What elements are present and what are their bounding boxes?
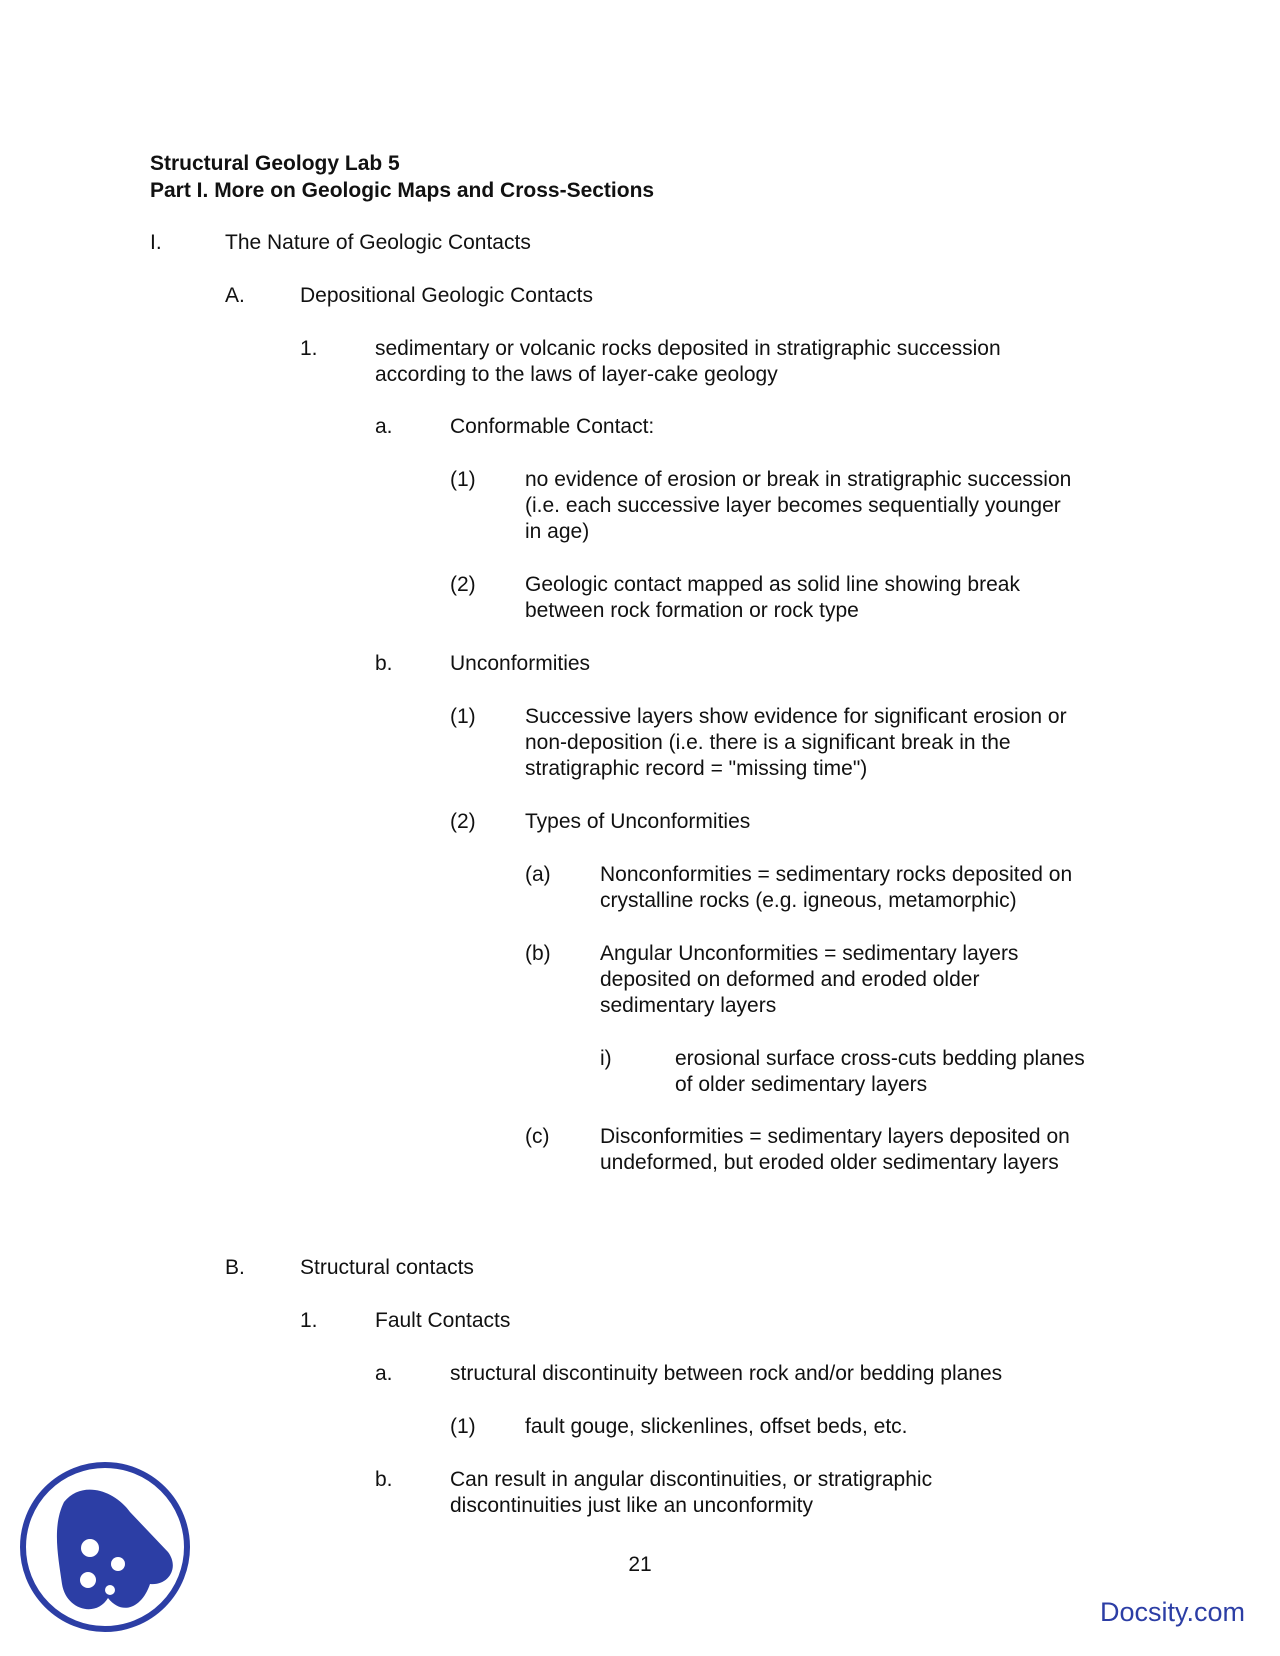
text-line: erosional surface cross-cuts bedding planes (675, 1047, 1085, 1070)
outline-item-A1 (375, 336, 1001, 388)
outline-item-A1b2: Types of Unconformities (525, 810, 751, 833)
outline-item-B1a: structural discontinuity between rock and/or bedding planes (450, 1362, 1003, 1385)
text-line: stratigraphic record = "missing time") (525, 757, 868, 780)
text-line: in age) (525, 520, 590, 543)
outline-item-A1b2bi (675, 1046, 1085, 1098)
text-line: sedimentary layers (600, 994, 777, 1017)
text-line: Successive layers show evidence for significant erosion or (525, 705, 1067, 728)
text-line: Angular Unconformities = sedimentary layers (600, 942, 1019, 965)
outline-item-B1b (450, 1467, 932, 1519)
outline-label-A1b2b: (b) (525, 942, 551, 965)
outline-item-A1a1 (525, 467, 1071, 545)
outline-label-A1a: a. (375, 415, 393, 438)
document-title: Structural Geology Lab 5 (150, 152, 400, 175)
outline-item-A1b2c (600, 1124, 1070, 1176)
outline-label-A1b2a: (a) (525, 863, 551, 886)
outline-item-A1b2a (600, 862, 1072, 914)
text-line: (i.e. each successive layer becomes sequentially younger (525, 494, 1061, 517)
outline-label-B1: 1. (300, 1309, 318, 1332)
text-line: Geologic contact mapped as solid line showing break (525, 573, 1020, 596)
outline-label-A1b: b. (375, 652, 393, 675)
text-line: undeformed, but eroded older sedimentary layers (600, 1151, 1059, 1174)
text-line: according to the laws of layer-cake geology (375, 363, 778, 386)
outline-label-A1b2c: (c) (525, 1125, 550, 1148)
text-line: deposited on deformed and eroded older (600, 968, 980, 991)
outline-item-A1b2b (600, 941, 1018, 1019)
text-line: between rock formation or rock type (525, 599, 859, 622)
text-line: Can result in angular discontinuities, or stratigraphic (450, 1468, 933, 1491)
outline-item-B1a1: fault gouge, slickenlines, offset beds, etc. (525, 1415, 908, 1438)
text-line: of older sedimentary layers (675, 1073, 928, 1096)
outline-item-B1: Fault Contacts (375, 1309, 511, 1332)
outline-label-A1b2: (2) (450, 810, 476, 833)
outline-item-A1b1 (525, 704, 1067, 782)
page-number: 21 (628, 1553, 652, 1576)
outline-label-A: A. (225, 284, 245, 307)
text-line: crystalline rocks (e.g. igneous, metamorphic) (600, 889, 1017, 912)
docsity-logo-icon (18, 1460, 192, 1634)
outline-label-B1b: b. (375, 1468, 393, 1491)
outline-heading-I: The Nature of Geologic Contacts (225, 231, 531, 254)
text-line: Nonconformities = sedimentary rocks deposited on (600, 863, 1073, 886)
text-line: no evidence of erosion or break in stratigraphic succession (525, 468, 1072, 491)
text-line: non-deposition (i.e. there is a significant break in the (525, 731, 1011, 754)
outline-heading-A: Depositional Geologic Contacts (300, 284, 593, 307)
outline-label-B1a1: (1) (450, 1415, 476, 1438)
document-subtitle: Part I. More on Geologic Maps and Cross-Sections (150, 179, 655, 202)
docsity-brand-link[interactable]: Docsity.com (1100, 1597, 1246, 1627)
outline-item-A1b: Unconformities (450, 652, 591, 675)
text-line: Disconformities = sedimentary layers deposited on (600, 1125, 1070, 1148)
outline-heading-B: Structural contacts (300, 1256, 474, 1279)
outline-label-A1: 1. (300, 337, 318, 360)
outline-label-A1a2: (2) (450, 573, 476, 596)
text-line: discontinuities just like an unconformity (450, 1494, 814, 1517)
outline-label-B1a: a. (375, 1362, 393, 1385)
outline-label-A1a1: (1) (450, 468, 476, 491)
outline-label-A1b1: (1) (450, 705, 476, 728)
text-line: sedimentary or volcanic rocks deposited in stratigraphic succession (375, 337, 1001, 360)
outline-item-A1a: Conformable Contact: (450, 415, 655, 438)
outline-label-I: I. (150, 231, 162, 254)
outline-label-B: B. (225, 1256, 245, 1279)
outline-item-A1a2 (525, 572, 1020, 624)
outline-label-A1b2bi: i) (600, 1047, 612, 1070)
